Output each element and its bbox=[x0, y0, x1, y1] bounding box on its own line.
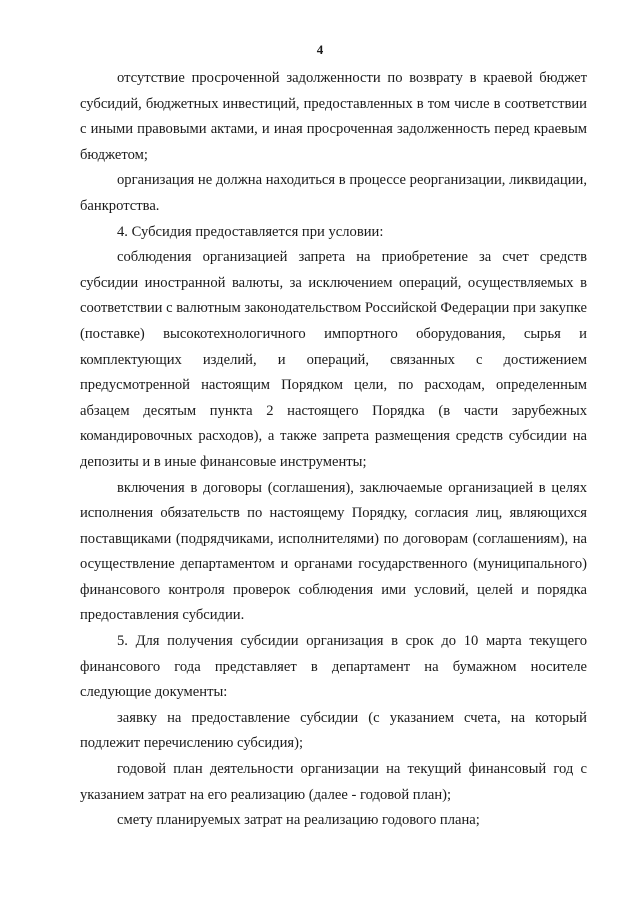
paragraph-currency-ban: соблюдения организацией запрета на приобретение за счет средств субсидии иностранной валюты, за исключением операций, осуществляемых в соответствии с валютным законодательством Российской Федерации при закупке (поставке) высокотехнологичного импортного оборудования, сырья и комплектующих изделий, и операций, связанных с достижением предусмотренной настоящим Порядком цели, по расходам, определенным абзацем десятым пункта 2 настоящего Порядка (в части зарубежных командировочных расходов), а также запрета размещения средств субсидии на депозиты и в иные финансовые инструменты; bbox=[80, 249, 587, 470]
paragraph-annual-plan: годовой план деятельности организации на текущий финансовый год с указанием затрат на его реализацию (далее - годовой план); bbox=[80, 761, 587, 803]
paragraph-section-4-heading: 4. Субсидия предоставляется при условии: bbox=[117, 223, 384, 240]
paragraph-no-reorganization: организация не должна находиться в процессе реорганизации, ликвидации, банкротства. bbox=[80, 172, 587, 214]
paragraph-contract-consent: включения в договоры (соглашения), заключаемые организацией в целях исполнения обязательств по настоящему Порядку, согласия лиц, являющихся поставщиками (подрядчиками, исполнителями) по договорам (соглашениям), на осуществление департаментом и органами государственного (муниципального) финансового контроля проверок соблюдения ими условий, целей и порядка предоставления субсидии. bbox=[80, 479, 587, 624]
page-number: 4 bbox=[316, 42, 324, 57]
paragraph-no-arrears: отсутствие просроченной задолженности по возврату в краевой бюджет субсидий, бюджетных инвестиций, предоставленных в том числе в соответствии с иными правовыми актами, и иная просроченная задолженность перед краевым бюджетом; bbox=[80, 70, 587, 163]
paragraph-cost-estimate: смету планируемых затрат на реализацию годового плана; bbox=[117, 812, 480, 829]
document-body bbox=[80, 66, 587, 834]
paragraph-application: заявку на предоставление субсидии (с указанием счета, на который подлежит перечислению субсидия); bbox=[80, 709, 587, 752]
paragraph-section-5-documents: 5. Для получения субсидии организация в срок до 10 марта текущего финансового года представляет в департамент на бумажном носителе следующие документы: bbox=[80, 633, 587, 701]
